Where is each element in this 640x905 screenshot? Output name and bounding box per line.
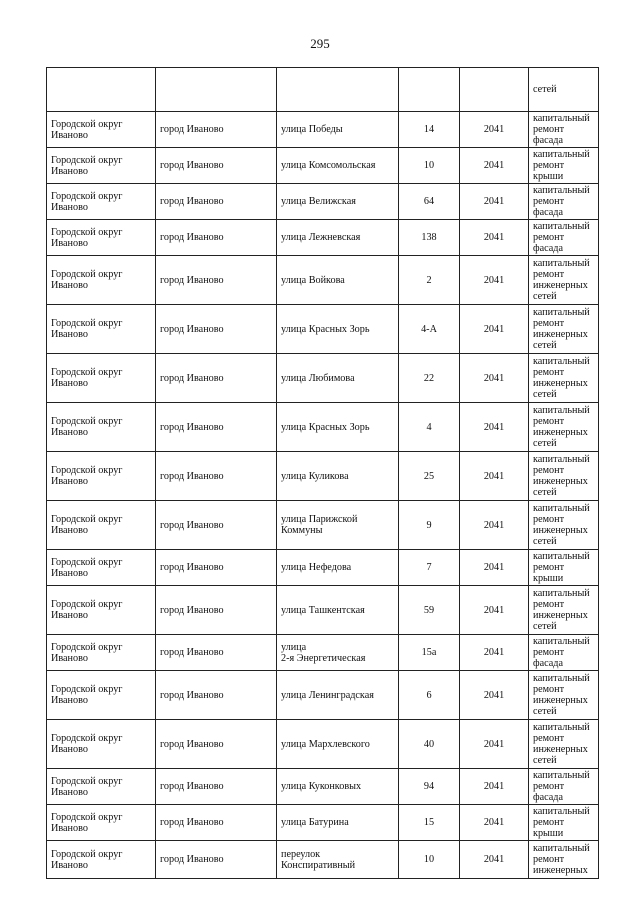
cell-city: город Иваново [156,720,277,769]
cell-street: улица 2-я Энергетическая [277,635,399,671]
cell-year: 2041 [460,256,529,305]
cell-house: 59 [399,586,460,635]
cell-house: 4-А [399,305,460,354]
cell-street: улица Красных Зорь [277,403,399,452]
cell-okrug: Городской округ Иваново [47,586,156,635]
cell-okrug: Городской округ Иваново [47,112,156,148]
cell-year: 2041 [460,184,529,220]
cell-city: город Иваново [156,305,277,354]
cell-house: 22 [399,354,460,403]
cell-work: капитальный ремонт инженерных сетей [529,720,599,769]
cell-work: капитальный ремонт инженерных сетей [529,256,599,305]
table-row [47,635,599,671]
cell-street: улица Парижской Коммуны [277,501,399,550]
cell-work: капитальный ремонт фасада [529,769,599,805]
cell-work: капитальный ремонт крыши [529,148,599,184]
cell-house [399,68,460,112]
cell-street: улица Лежневская [277,220,399,256]
cell-city: город Иваново [156,452,277,501]
cell-okrug: Городской округ Иваново [47,256,156,305]
continuation-row [47,68,599,112]
cell-house: 14 [399,112,460,148]
cell-okrug: Городской округ Иваново [47,148,156,184]
cell-city: город Иваново [156,256,277,305]
cell-city: город Иваново [156,805,277,841]
cell-street: улица Мархлевского [277,720,399,769]
cell-okrug: Городской округ Иваново [47,769,156,805]
cell-work: капитальный ремонт инженерных сетей [529,671,599,720]
cell-city: город Иваново [156,184,277,220]
cell-okrug: Городской округ Иваново [47,220,156,256]
cell-okrug: Городской округ Иваново [47,805,156,841]
table-row [47,256,599,305]
cell-okrug: Городской округ Иваново [47,550,156,586]
table-row [47,148,599,184]
cell-street: переулок Конспиративный [277,841,399,879]
cell-house: 94 [399,769,460,805]
cell-work: капитальный ремонт крыши [529,550,599,586]
cell-work: капитальный ремонт фасада [529,184,599,220]
cell-work: капитальный ремонт инженерных сетей [529,403,599,452]
cell-city: город Иваново [156,501,277,550]
register-table [46,67,599,879]
cell-city: город Иваново [156,586,277,635]
cell-okrug: Городской округ Иваново [47,671,156,720]
cell-work: капитальный ремонт фасада [529,220,599,256]
cell-work: капитальный ремонт инженерных [529,841,599,879]
cell-house: 9 [399,501,460,550]
cell-year: 2041 [460,305,529,354]
cell-house: 25 [399,452,460,501]
cell-work: капитальный ремонт инженерных сетей [529,501,599,550]
cell-okrug: Городской округ Иваново [47,452,156,501]
cell-year [460,68,529,112]
table-row [47,671,599,720]
cell-okrug: Городской округ Иваново [47,720,156,769]
cell-year: 2041 [460,720,529,769]
cell-house: 15 [399,805,460,841]
cell-year: 2041 [460,805,529,841]
cell-work: капитальный ремонт инженерных сетей [529,354,599,403]
cell-okrug: Городской округ Иваново [47,184,156,220]
cell-city: город Иваново [156,769,277,805]
cell-year: 2041 [460,452,529,501]
cell-city: город Иваново [156,841,277,879]
table-row [47,305,599,354]
cell-city: город Иваново [156,112,277,148]
cell-okrug: Городской округ Иваново [47,841,156,879]
cell-street: улица Комсомольская [277,148,399,184]
cell-okrug [47,68,156,112]
cell-street [277,68,399,112]
table-row [47,720,599,769]
cell-work: капитальный ремонт инженерных сетей [529,305,599,354]
cell-okrug: Городской округ Иваново [47,354,156,403]
cell-work: капитальный ремонт фасада [529,112,599,148]
cell-year: 2041 [460,769,529,805]
cell-house: 6 [399,671,460,720]
cell-city: город Иваново [156,403,277,452]
cell-house: 10 [399,148,460,184]
cell-street: улица Красных Зорь [277,305,399,354]
cell-city: город Иваново [156,354,277,403]
page-number: 295 [310,36,330,51]
cell-house: 40 [399,720,460,769]
cell-city [156,68,277,112]
table-row [47,501,599,550]
cell-city: город Иваново [156,550,277,586]
cell-city: город Иваново [156,635,277,671]
cell-house: 4 [399,403,460,452]
cell-year: 2041 [460,148,529,184]
cell-city: город Иваново [156,220,277,256]
cell-work: капитальный ремонт инженерных сетей [529,586,599,635]
cell-year: 2041 [460,501,529,550]
cell-street: улица Ленинградская [277,671,399,720]
table-row [47,452,599,501]
cell-street: улица Войкова [277,256,399,305]
cell-house: 138 [399,220,460,256]
cell-street: улица Куликова [277,452,399,501]
cell-work: капитальный ремонт фасада [529,635,599,671]
cell-street: улица Батурина [277,805,399,841]
cell-street: улица Велижская [277,184,399,220]
table-row [47,184,599,220]
cell-city: город Иваново [156,671,277,720]
cell-year: 2041 [460,550,529,586]
cell-work: капитальный ремонт крыши [529,805,599,841]
cell-work: капитальный ремонт инженерных сетей [529,452,599,501]
table-row [47,354,599,403]
cell-house: 2 [399,256,460,305]
table-row [47,112,599,148]
cell-year: 2041 [460,841,529,879]
cell-street: улица Куконковых [277,769,399,805]
table-row [47,841,599,879]
cell-house: 64 [399,184,460,220]
cell-year: 2041 [460,586,529,635]
cell-street: улица Ташкентская [277,586,399,635]
cell-work: сетей [529,68,599,112]
cell-year: 2041 [460,220,529,256]
cell-okrug: Городской округ Иваново [47,635,156,671]
cell-house: 7 [399,550,460,586]
cell-okrug: Городской округ Иваново [47,501,156,550]
cell-okrug: Городской округ Иваново [47,403,156,452]
cell-street: улица Любимова [277,354,399,403]
cell-city: город Иваново [156,148,277,184]
table-row [47,805,599,841]
table-row [47,220,599,256]
cell-year: 2041 [460,112,529,148]
cell-year: 2041 [460,403,529,452]
cell-year: 2041 [460,354,529,403]
cell-street: улица Нефедова [277,550,399,586]
cell-okrug: Городской округ Иваново [47,305,156,354]
cell-house: 10 [399,841,460,879]
table-row [47,769,599,805]
cell-year: 2041 [460,635,529,671]
cell-year: 2041 [460,671,529,720]
cell-house: 15а [399,635,460,671]
table-row [47,586,599,635]
table-row [47,403,599,452]
table-row [47,550,599,586]
cell-street: улица Победы [277,112,399,148]
